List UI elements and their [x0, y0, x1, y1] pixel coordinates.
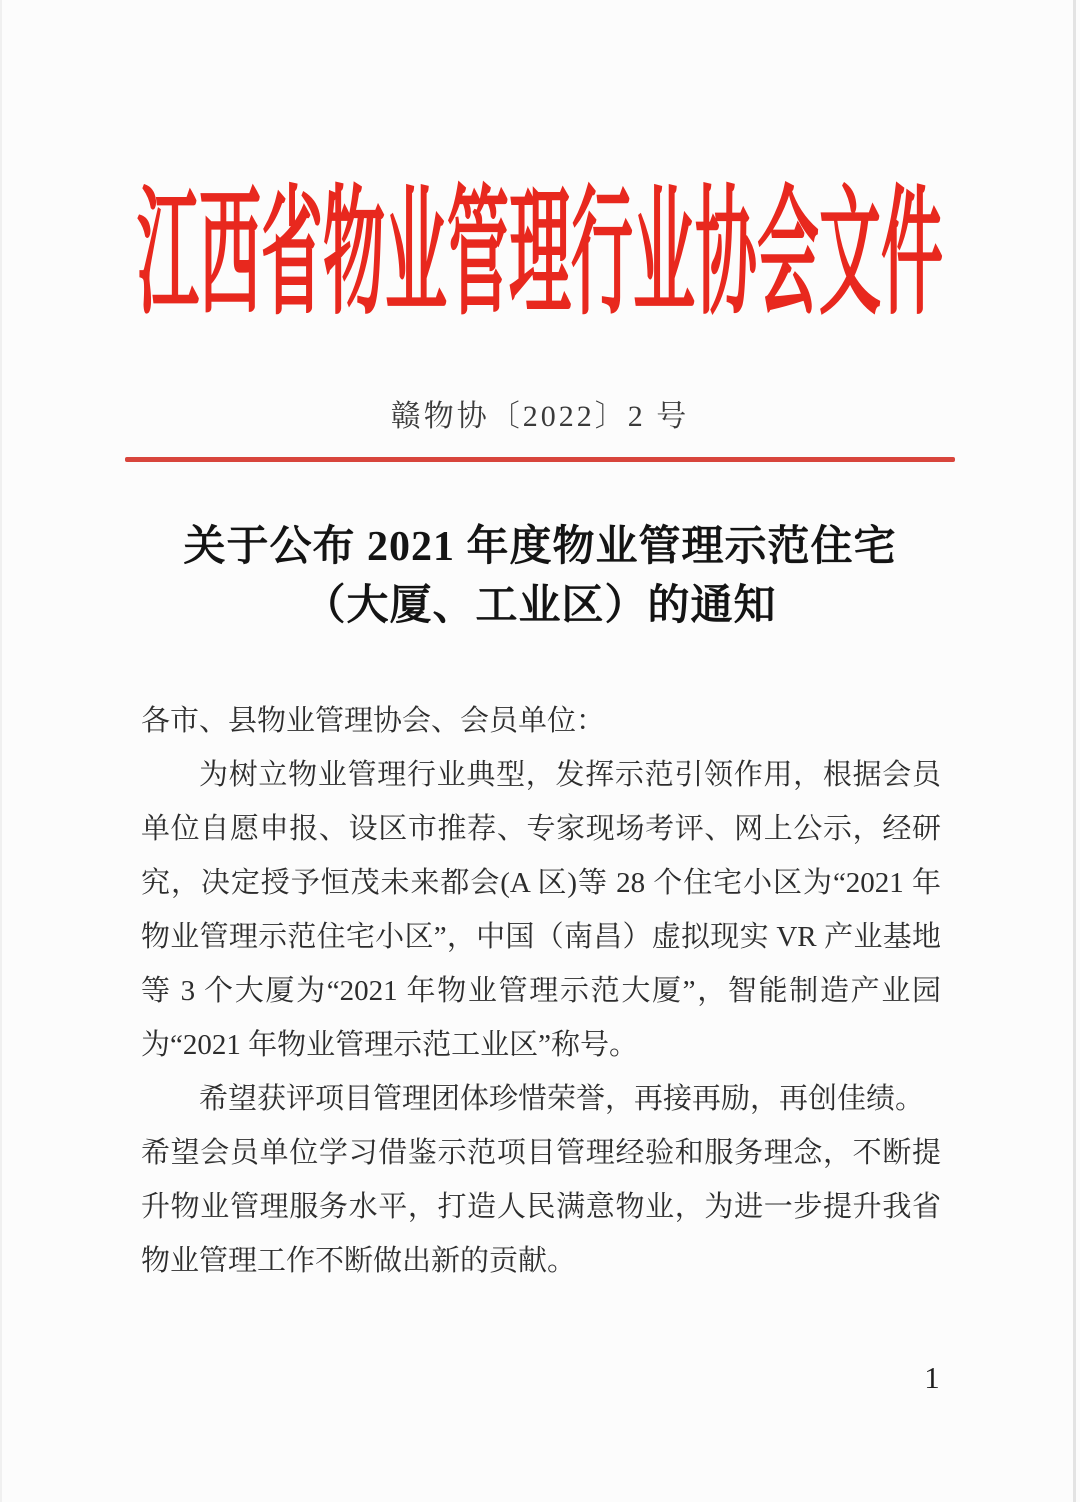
letterhead-title: 江西省物业管理行业协会文件	[136, 179, 943, 333]
document-title-line1: 关于公布 2021 年度物业管理示范住宅	[183, 524, 897, 570]
document-title-line2: （大厦、工业区）的通知	[303, 583, 777, 629]
document-number: 赣物协〔2022〕2 号	[390, 400, 690, 433]
body-line: 希望会员单位学习借鉴示范项目管理经验和服务理念，不断提	[141, 1137, 941, 1169]
red-divider-line	[125, 457, 955, 462]
body-line: 为“2021 年物业管理示范工业区”称号。	[141, 1029, 638, 1061]
document-body	[141, 694, 941, 1288]
body-line: 希望获评项目管理团体珍惜荣誉，再接再励，再创佳绩。	[199, 1083, 925, 1115]
body-line: 物业管理工作不断做出新的贡献。	[141, 1245, 577, 1277]
document-title	[0, 518, 1080, 636]
body-line: 升物业管理服务水平，打造人民满意物业，为进一步提升我省	[141, 1191, 941, 1223]
page-number: 1	[924, 1360, 940, 1395]
body-line: 等 3 个大厦为“2021 年物业管理示范大厦”，智能制造产业园	[141, 975, 941, 1007]
body-line: 为树立物业管理行业典型，发挥示范引领作用，根据会员	[199, 759, 941, 791]
body-line: 究，决定授予恒茂未来都会(A 区)等 28 个住宅小区为“2021 年	[141, 867, 941, 899]
body-line: 物业管理示范住宅小区”，中国（南昌）虚拟现实 VR 产业基地	[141, 921, 941, 953]
body-line: 单位自愿申报、设区市推荐、专家现场考评、网上公示，经研	[141, 813, 941, 845]
body-line: 各市、县物业管理协会、会员单位：	[141, 705, 606, 737]
